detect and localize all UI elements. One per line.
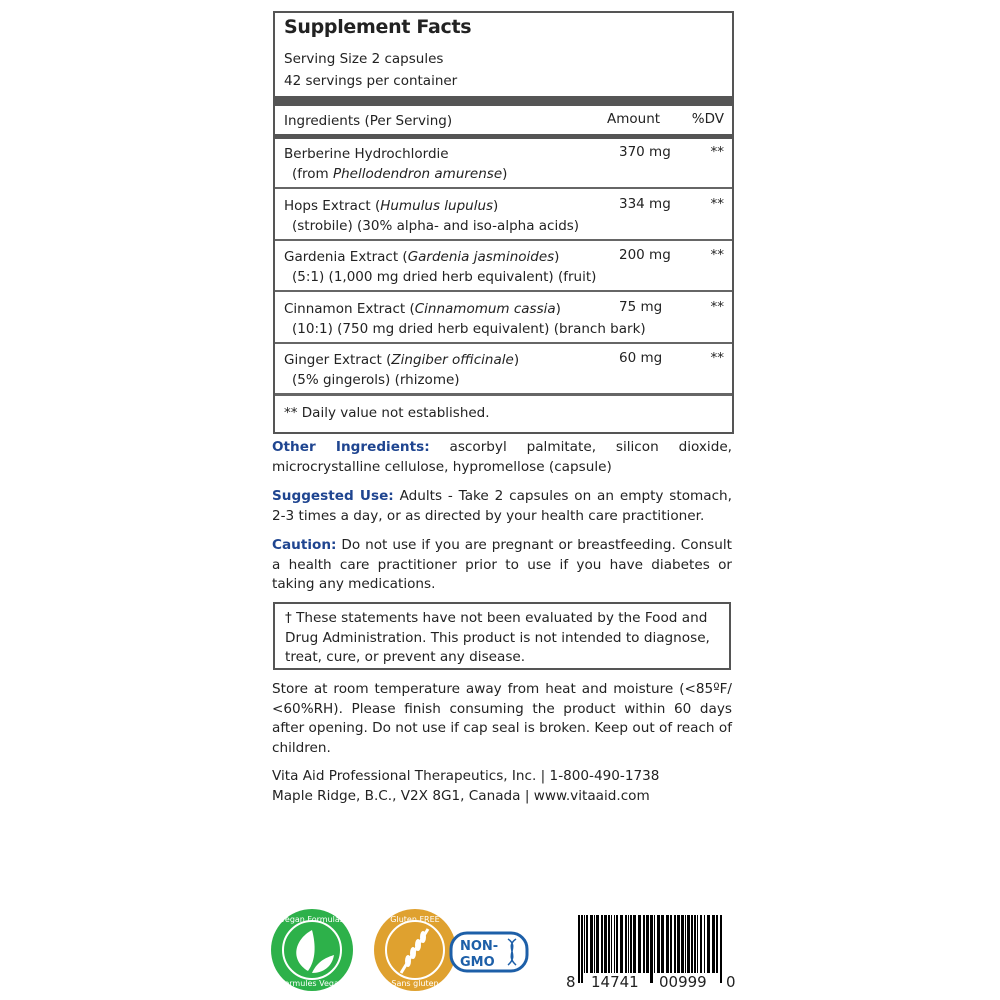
barcode-bar [700,915,702,973]
ingredient-name: Cinnamon Extract (Cinnamomum cassia) (10:1) (750 mg dried herb equivalent) (branch bark) [284,300,646,337]
svg-text:Gluten FREE: Gluten FREE [390,915,440,924]
vegan-badge [271,909,353,991]
ingredient-dv: ** [710,298,724,315]
barcode-bar [638,915,641,973]
ingredient-name: Ginger Extract (Zingiber officinale) (5% gingerols) (rhizome) [284,352,520,388]
ingredient-row [275,139,732,189]
use-label: Suggested Use: [272,488,394,504]
use-text: Adults - Take 2 capsules on an empty stomach, 2-3 times a day, or as directed by your health care practitioner. [272,488,732,524]
ingredient-amount: 75 mg [619,298,663,315]
row-divider [275,187,732,189]
barcode-bar [716,915,718,973]
barcode-bar [633,915,636,973]
divider-thick [275,96,732,106]
supplement-facts-panel [273,11,734,434]
non-gmo-badge [451,933,527,971]
ingredient-amount: 60 mg [619,350,663,366]
barcode-bar [601,915,603,973]
ingredient-row [275,294,732,344]
barcode-bar [650,915,653,983]
row-divider [275,290,732,292]
ingredient-row [275,191,732,241]
barcode-bar [720,915,722,983]
barcode-bar [643,915,645,973]
barcode-bar [654,915,655,973]
ingredient-amount: 370 mg [619,144,671,160]
other-label: Other Ingredients: [272,439,430,455]
suggested-use [272,487,732,526]
svg-text:Sans gluten: Sans gluten [391,979,439,988]
barcode-digits-2: 14741 [591,973,639,991]
ingredient-name: Berberine Hydrochlordie (from Phellodendron amurense) [284,146,508,182]
facts-title: Supplement Facts [284,16,472,38]
header-row [275,106,732,134]
svg-text:NON-: NON- [460,939,499,954]
svg-text:GMO: GMO [460,955,495,970]
row-divider [275,342,732,344]
serving-size: Serving Size 2 capsules [284,51,444,67]
barcode-digits-3: 00999 [659,973,707,991]
barcode-bar [578,915,580,983]
ingredient-dv: ** [710,195,724,212]
ingredient-dv: ** [710,144,724,160]
barcode-bar [614,915,615,973]
servings-per-container: 42 servings per container [284,73,458,89]
barcode-bar [620,915,623,973]
barcode-bar [712,915,715,973]
barcode-bar [616,915,618,973]
barcode-bar [581,915,583,983]
header-ingredients: Ingredients (Per Serving) [284,113,453,129]
barcode-bar [657,915,660,973]
barcode-bar [707,915,710,973]
barcode-bar [604,915,607,973]
barcode-bar [677,915,680,973]
barcode-bar [584,915,585,973]
row-divider [275,239,732,241]
barcode-bar [630,915,632,973]
barcode-bar [608,915,610,973]
barcode-bar [611,915,612,973]
company-line1: Vita Aid Professional Therapeutics, Inc. | 1-800-490-1738 [272,768,660,784]
barcode-digit-1: 8 [566,973,576,991]
storage-info: Store at room temperature away from heat and moisture (<85ºF/ <60%RH). Please finish consuming the product within 60 days after opening. Do not use if cap seal is broken. Keep out of reach of children. [272,681,732,756]
caution-text: Do not use if you are pregnant or breastfeeding. Consult a health care practitioner prior to use if you have diabetes or taking any medications. [272,537,732,592]
certification-badges [268,905,538,995]
row-divider [275,393,732,396]
ingredient-row [275,345,732,395]
barcode-bar [685,915,686,973]
barcode-bar [681,915,684,973]
barcode-bar [670,915,672,973]
barcode-bar [661,915,664,973]
company-line2: Maple Ridge, B.C., V2X 8G1, Canada | www.vitaaid.com [272,787,650,804]
ingredient-dv: ** [710,350,724,366]
company-info [272,767,732,806]
barcode-bar [666,915,669,973]
caution [272,536,732,595]
barcode-bar [628,915,629,973]
ingredient-amount: 334 mg [619,195,671,212]
ingredient-name: Gardenia Extract (Gardenia jasminoides) (5:1) (1,000 mg dried herb equivalent) (fruit) [284,249,597,285]
barcode-digit-4: 0 [726,973,736,991]
barcode-bar [704,915,705,973]
ingredient-amount: 200 mg [619,247,671,263]
caution-label: Caution: [272,537,337,553]
barcode-bar [694,915,696,973]
header-amount: Amount [607,111,661,127]
barcode-bar [596,915,599,973]
barcode-bar [646,915,649,973]
ingredient-row [275,242,732,292]
ingredient-dv: ** [710,247,724,263]
barcode-bar [625,915,627,973]
barcode-bar [594,915,595,973]
fda-disclaimer: † These statements have not been evaluated by the Food and Drug Administration. This product is not intended to diagnose, treat, cure, or prevent any disease. [273,602,731,670]
ingredient-name: Hops Extract (Humulus lupulus) (strobile) (30% alpha- and iso-alpha acids) [284,197,580,234]
svg-text:Vegan Formulas: Vegan Formulas [280,915,344,924]
barcode-bar [697,915,698,973]
barcode-bar [586,915,588,973]
barcode-bar [674,915,676,973]
svg-text:Formules Vegan: Formules Vegan [280,979,344,988]
other-ingredients [272,438,732,477]
barcode-bar [687,915,690,973]
gluten-free-badge [374,909,456,991]
barcode-bar [691,915,693,973]
barcode-bar [590,915,593,973]
barcode [566,915,736,995]
header-dv: %DV [691,111,724,127]
footnote-text: ** Daily value not established. [284,405,490,421]
other-text: ascorbyl palmitate, silicon dioxide, microcrystalline cellulose, hypromellose (capsule) [272,439,733,475]
